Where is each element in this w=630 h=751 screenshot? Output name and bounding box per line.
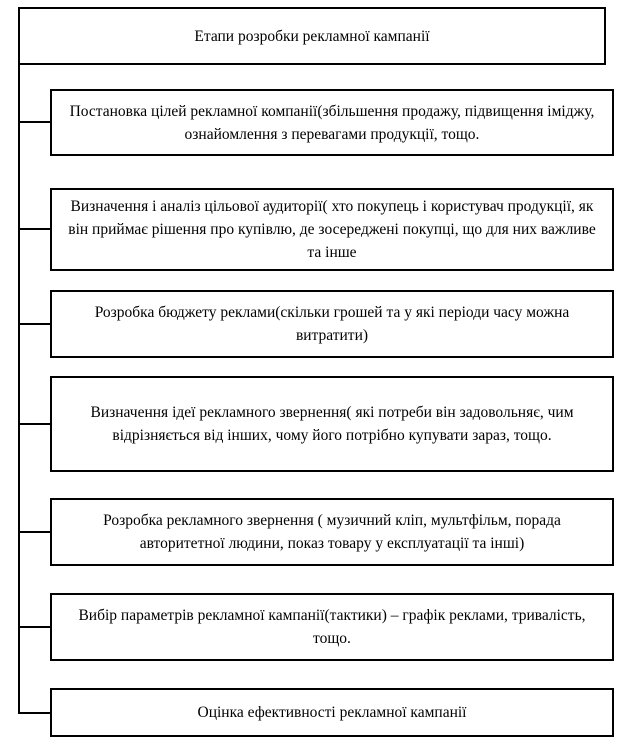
step-box-1	[50, 89, 614, 156]
step-text-2: Визначення і аналіз цільової аудиторії( хто покупець і користувач продукції, як він приймає рішення про купівлю, де зосереджені покупці, що для них важливе та інше	[68, 198, 596, 261]
step-box-3	[50, 290, 614, 358]
step-text-5: Розробка рекламного звернення ( музичний кліп, мультфільм, порада авторитетної людини, показ товару у експлуатації та інші)	[103, 512, 561, 552]
connector-branch-4	[18, 423, 50, 425]
connector-branch-6	[18, 626, 50, 628]
step-text-1: Постановка цілей рекламної компанії(збільшення продажу, підвищення іміджу, ознайомлення з перевагами продукції, тощо.	[69, 102, 595, 143]
connector-trunk	[18, 64, 20, 714]
step-text-6: Вибір параметрів рекламної кампанії(тактики) – графік реклами, тривалість, тощо.	[78, 607, 586, 647]
connector-branch-2	[18, 228, 50, 230]
connector-branch-3	[18, 323, 50, 325]
step-box-2	[50, 188, 614, 271]
step-text-7: Оцінка ефективності рекламної кампанії	[197, 704, 467, 721]
step-text-3: Розробка бюджету реклами(скільки грошей та у які періоди часу можна витратити)	[94, 304, 570, 344]
step-box-7	[50, 688, 614, 737]
step-text-4: Визначення ідеї рекламного звернення( які потреби він задовольняє, чим відрізняється від інших, чому його потрібно купувати зараз, тощо.	[90, 404, 574, 444]
connector-branch-5	[18, 531, 50, 533]
step-box-6	[50, 593, 614, 661]
step-box-5	[50, 498, 614, 566]
diagram-title: Етапи розробки рекламної кампанії	[194, 27, 430, 45]
step-box-4	[50, 376, 614, 472]
connector-branch-1	[18, 121, 50, 123]
connector-branch-7	[18, 712, 50, 714]
diagram-title-box	[18, 7, 606, 65]
